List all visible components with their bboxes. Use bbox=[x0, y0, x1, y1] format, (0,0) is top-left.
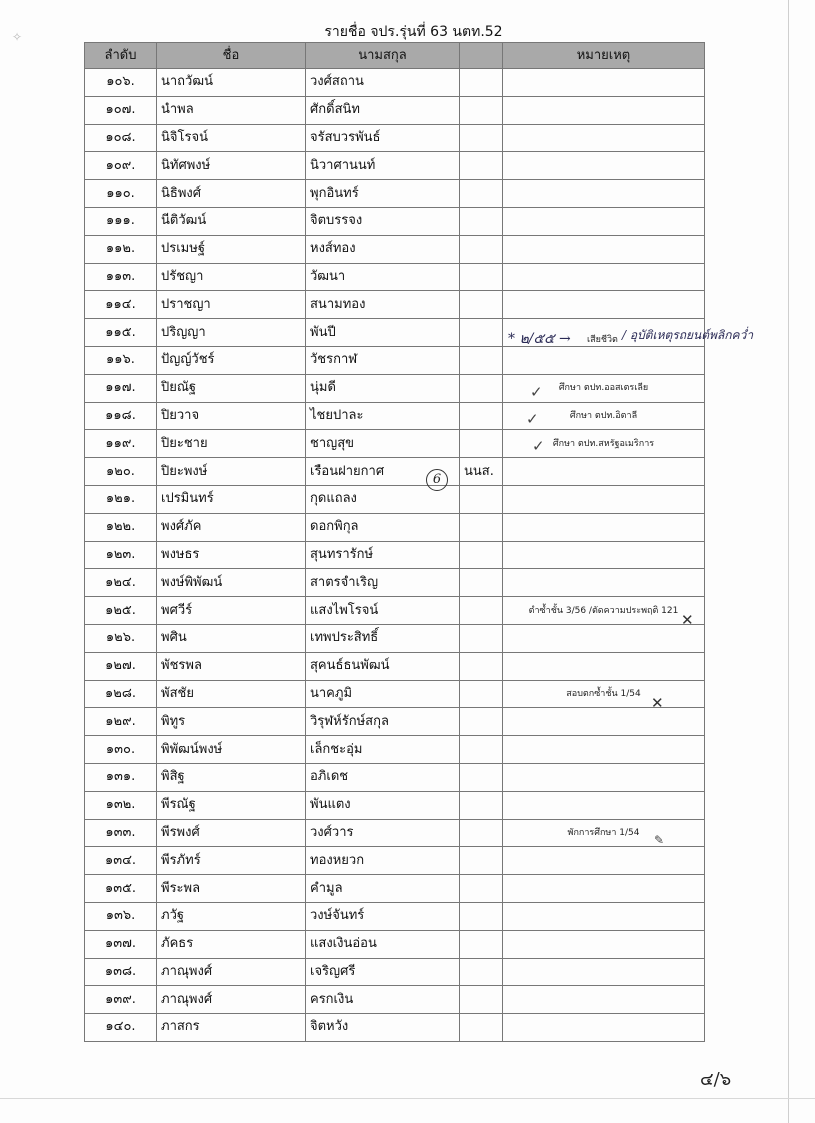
table-row bbox=[85, 847, 705, 875]
row-number: ๑๒๖. bbox=[85, 624, 157, 652]
last-name-cell: พันแตง bbox=[306, 791, 460, 819]
first-name-cell: พงษธร bbox=[157, 541, 306, 569]
mark-cell bbox=[460, 986, 503, 1014]
table-row bbox=[85, 207, 705, 235]
table-row bbox=[85, 235, 705, 263]
row-number: ๑๑๖. bbox=[85, 346, 157, 374]
last-name-cell: นาคภูมิ bbox=[306, 680, 460, 708]
last-name-cell: กุดแถลง bbox=[306, 485, 460, 513]
last-name-cell: พันปี bbox=[306, 319, 460, 347]
first-name-cell: ภาณุพงศ์ bbox=[157, 958, 306, 986]
row-number: ๑๒๗. bbox=[85, 652, 157, 680]
mark-cell bbox=[460, 930, 503, 958]
last-name-cell: สุคนธ์ธนพัฒน์ bbox=[306, 652, 460, 680]
header-remarks: หมายเหตุ bbox=[503, 43, 705, 69]
first-name-cell: ปรเมษฐ์ bbox=[157, 235, 306, 263]
mark-cell bbox=[460, 1014, 503, 1042]
remarks-cell: ตำซ้ำชั้น 3/56 /ตัดความประพฤติ 121 bbox=[503, 597, 705, 625]
table-row bbox=[85, 708, 705, 736]
first-name-cell: พิทูร bbox=[157, 708, 306, 736]
first-name-cell: พงศ์ภัค bbox=[157, 513, 306, 541]
mark-cell bbox=[460, 402, 503, 430]
first-name-cell: พิสิฐ bbox=[157, 763, 306, 791]
row-number: ๑๑๘. bbox=[85, 402, 157, 430]
remarks-cell bbox=[503, 763, 705, 791]
first-name-cell: นิจิโรจน์ bbox=[157, 124, 306, 152]
last-name-cell: ไชยปาละ bbox=[306, 402, 460, 430]
mark-cell bbox=[460, 652, 503, 680]
table-row bbox=[85, 763, 705, 791]
header-blank bbox=[460, 43, 503, 69]
last-name-cell: สนามทอง bbox=[306, 291, 460, 319]
remarks-cell bbox=[503, 541, 705, 569]
remarks-cell bbox=[503, 180, 705, 208]
row-number: ๑๑๔. bbox=[85, 291, 157, 319]
mark-cell bbox=[460, 235, 503, 263]
last-name-cell: นิวาศานนท์ bbox=[306, 152, 460, 180]
mark-cell bbox=[460, 430, 503, 458]
last-name-cell: จิตหวัง bbox=[306, 1014, 460, 1042]
row-number: ๑๓๒. bbox=[85, 791, 157, 819]
first-name-cell: ปิยวาจ bbox=[157, 402, 306, 430]
remarks-cell: สอบตกซ้ำชั้น 1/54 bbox=[503, 680, 705, 708]
first-name-cell: ปิยะพงษ์ bbox=[157, 458, 306, 486]
table-row bbox=[85, 291, 705, 319]
remarks-cell bbox=[503, 207, 705, 235]
row-number: ๑๔๐. bbox=[85, 1014, 157, 1042]
remarks-cell bbox=[503, 791, 705, 819]
row-number: ๑๓๐. bbox=[85, 736, 157, 764]
table-row bbox=[85, 624, 705, 652]
last-name-cell: เล็กชะอุ่ม bbox=[306, 736, 460, 764]
mark-cell bbox=[460, 96, 503, 124]
table-row bbox=[85, 569, 705, 597]
table-row bbox=[85, 930, 705, 958]
table-row bbox=[85, 958, 705, 986]
mark-cell bbox=[460, 485, 503, 513]
remarks-cell bbox=[503, 485, 705, 513]
check-mark-icon: ✓ bbox=[530, 383, 543, 401]
pencil-mark-icon: ✎ bbox=[654, 833, 665, 847]
last-name-cell: แสงเงินอ่อน bbox=[306, 930, 460, 958]
row-number: ๑๑๑. bbox=[85, 207, 157, 235]
remarks-cell bbox=[503, 958, 705, 986]
row-number: ๑๐๘. bbox=[85, 124, 157, 152]
table-row bbox=[85, 402, 705, 430]
remarks-cell: ศึกษา ตปท.สหรัฐอเมริการ bbox=[503, 430, 705, 458]
row-number: ๑๓๓. bbox=[85, 819, 157, 847]
mark-cell bbox=[460, 736, 503, 764]
remarks-cell bbox=[503, 152, 705, 180]
remarks-cell bbox=[503, 847, 705, 875]
first-name-cell: ภาณุพงศ์ bbox=[157, 986, 306, 1014]
row-number: ๑๓๘. bbox=[85, 958, 157, 986]
last-name-cell: เรือนฝายกาศ bbox=[306, 458, 460, 486]
mark-cell bbox=[460, 541, 503, 569]
mark-cell bbox=[460, 763, 503, 791]
first-name-cell: ปิยะชาย bbox=[157, 430, 306, 458]
table-row bbox=[85, 791, 705, 819]
remarks-cell bbox=[503, 124, 705, 152]
table-row bbox=[85, 680, 705, 708]
header-row bbox=[85, 43, 705, 69]
first-name-cell: ภาสกร bbox=[157, 1014, 306, 1042]
mark-cell bbox=[460, 958, 503, 986]
x-mark-icon: ✕ bbox=[651, 694, 664, 712]
mark-cell bbox=[460, 263, 503, 291]
row-number: ๑๒๔. bbox=[85, 569, 157, 597]
table-row bbox=[85, 986, 705, 1014]
table-row bbox=[85, 485, 705, 513]
last-name-cell: แสงไพโรจน์ bbox=[306, 597, 460, 625]
last-name-cell: วิรุฬห์รักษ์สกุล bbox=[306, 708, 460, 736]
first-name-cell: ปัญญ์วัชร์ bbox=[157, 346, 306, 374]
remarks-cell bbox=[503, 1014, 705, 1042]
mark-cell bbox=[460, 847, 503, 875]
last-name-cell: พุกอินทร์ bbox=[306, 180, 460, 208]
first-name-cell: พัชรพล bbox=[157, 652, 306, 680]
row-number: ๑๒๐. bbox=[85, 458, 157, 486]
row-number: ๑๑๒. bbox=[85, 235, 157, 263]
last-name-cell: วัชรกาฬ bbox=[306, 346, 460, 374]
first-name-cell: พีรภัทร์ bbox=[157, 847, 306, 875]
mark-cell: นนส. bbox=[460, 458, 503, 486]
table-row bbox=[85, 124, 705, 152]
first-name-cell: ภัคธร bbox=[157, 930, 306, 958]
last-name-cell: วงศ์วาร bbox=[306, 819, 460, 847]
first-name-cell: พงษ์พิพัฒน์ bbox=[157, 569, 306, 597]
first-name-cell: พีระพล bbox=[157, 875, 306, 903]
remarks-cell bbox=[503, 569, 705, 597]
mark-cell bbox=[460, 346, 503, 374]
handwritten-cause-note: / อุบัติเหตุรถยนต์พลิกคว่ำ bbox=[622, 328, 754, 342]
first-name-cell: นีติวัฒน์ bbox=[157, 207, 306, 235]
first-name-cell: ปิยณัฐ bbox=[157, 374, 306, 402]
last-name-cell: สาตรจำเริญ bbox=[306, 569, 460, 597]
row-number: ๑๑๙. bbox=[85, 430, 157, 458]
header-first-name: ชื่อ bbox=[157, 43, 306, 69]
last-name-cell: ดอกพิกุล bbox=[306, 513, 460, 541]
row-number: ๑๑๗. bbox=[85, 374, 157, 402]
row-number: ๑๓๙. bbox=[85, 986, 157, 1014]
row-number: ๑๒๕. bbox=[85, 597, 157, 625]
table-row bbox=[85, 346, 705, 374]
remarks-cell bbox=[503, 513, 705, 541]
mark-cell bbox=[460, 69, 503, 97]
last-name-cell: ชาญสุข bbox=[306, 430, 460, 458]
last-name-cell: หงส์ทอง bbox=[306, 235, 460, 263]
page-edge bbox=[788, 0, 789, 1123]
first-name-cell: ภวัฐ bbox=[157, 902, 306, 930]
table-row bbox=[85, 875, 705, 903]
last-name-cell: วัฒนา bbox=[306, 263, 460, 291]
mark-cell bbox=[460, 875, 503, 903]
row-number: ๑๐๙. bbox=[85, 152, 157, 180]
table-row bbox=[85, 69, 705, 97]
first-name-cell: ปรัชญา bbox=[157, 263, 306, 291]
first-name-cell: พิพัฒน์พงษ์ bbox=[157, 736, 306, 764]
remarks-cell bbox=[503, 930, 705, 958]
table-row bbox=[85, 652, 705, 680]
mark-cell bbox=[460, 597, 503, 625]
mark-cell bbox=[460, 180, 503, 208]
table-row bbox=[85, 96, 705, 124]
mark-cell bbox=[460, 791, 503, 819]
row-number: ๑๓๔. bbox=[85, 847, 157, 875]
remarks-cell bbox=[503, 652, 705, 680]
header-last-name: นามสกุล bbox=[306, 43, 460, 69]
table-row bbox=[85, 513, 705, 541]
mark-cell bbox=[460, 680, 503, 708]
remarks-cell bbox=[503, 291, 705, 319]
last-name-cell: จิตบรรจง bbox=[306, 207, 460, 235]
document-title: รายชื่อ จปร.รุ่นที่ 63 นตท.52 bbox=[324, 24, 503, 40]
last-name-cell: ครกเงิน bbox=[306, 986, 460, 1014]
first-name-cell: นิทัศพงษ์ bbox=[157, 152, 306, 180]
row-number: ๑๓๕. bbox=[85, 875, 157, 903]
remarks-cell bbox=[503, 624, 705, 652]
first-name-cell: พัสชัย bbox=[157, 680, 306, 708]
last-name-cell: สุนทรารักษ์ bbox=[306, 541, 460, 569]
first-name-cell: เปรมินทร์ bbox=[157, 485, 306, 513]
row-number: ๑๓๑. bbox=[85, 763, 157, 791]
roster-table bbox=[84, 42, 705, 1042]
first-name-cell: นาถวัฒน์ bbox=[157, 69, 306, 97]
table-row bbox=[85, 902, 705, 930]
last-name-cell: อภิเดช bbox=[306, 763, 460, 791]
row-number: ๑๒๘. bbox=[85, 680, 157, 708]
row-number: ๑๒๒. bbox=[85, 513, 157, 541]
first-name-cell: ปริญญา bbox=[157, 319, 306, 347]
last-name-cell: เจริญศรี bbox=[306, 958, 460, 986]
x-mark-icon: ✕ bbox=[681, 611, 694, 629]
remarks-cell: ศึกษา ตปท.อิตาลี bbox=[503, 402, 705, 430]
first-name-cell: นำพล bbox=[157, 96, 306, 124]
mark-cell bbox=[460, 819, 503, 847]
scan-speck: ✧ bbox=[12, 30, 23, 44]
last-name-cell: จรัสบวรพันธ์ bbox=[306, 124, 460, 152]
last-name-cell: ทองหยวก bbox=[306, 847, 460, 875]
remarks-cell bbox=[503, 458, 705, 486]
mark-cell bbox=[460, 624, 503, 652]
table-row bbox=[85, 1014, 705, 1042]
table-row bbox=[85, 819, 705, 847]
row-number: ๑๒๑. bbox=[85, 485, 157, 513]
remarks-cell bbox=[503, 346, 705, 374]
remarks-cell: ศึกษา ตปท.ออสเตรเลีย bbox=[503, 374, 705, 402]
first-name-cell: นิธิพงศ์ bbox=[157, 180, 306, 208]
first-name-cell: พศวีร์ bbox=[157, 597, 306, 625]
row-number: ๑๑๕. bbox=[85, 319, 157, 347]
row-number: ๑๐๖. bbox=[85, 69, 157, 97]
remarks-cell bbox=[503, 263, 705, 291]
table-row bbox=[85, 430, 705, 458]
last-name-cell: เทพประสิทธิ์ bbox=[306, 624, 460, 652]
mark-cell bbox=[460, 902, 503, 930]
row-number: ๑๒๙. bbox=[85, 708, 157, 736]
mark-cell bbox=[460, 152, 503, 180]
table-row bbox=[85, 152, 705, 180]
table-row bbox=[85, 374, 705, 402]
circled-number: 6 bbox=[426, 469, 448, 491]
table-row bbox=[85, 458, 705, 486]
check-mark-icon: ✓ bbox=[526, 410, 539, 428]
handwritten-date: * ๒/๕๕ → bbox=[508, 331, 571, 347]
last-name-cell: วงศ์สถาน bbox=[306, 69, 460, 97]
header-number: ลำดับ bbox=[85, 43, 157, 69]
row-number: ๑๑๓. bbox=[85, 263, 157, 291]
remarks-cell bbox=[503, 235, 705, 263]
first-name-cell: พีรพงศ์ bbox=[157, 819, 306, 847]
roster-body bbox=[85, 69, 705, 1042]
mark-cell bbox=[460, 207, 503, 235]
row-number: ๑๒๓. bbox=[85, 541, 157, 569]
first-name-cell: พีรณัฐ bbox=[157, 791, 306, 819]
remarks-cell: พักการศึกษา 1/54 bbox=[503, 819, 705, 847]
mark-cell bbox=[460, 708, 503, 736]
last-name-cell: วงษ์จันทร์ bbox=[306, 902, 460, 930]
last-name-cell: คำมูล bbox=[306, 875, 460, 903]
mark-cell bbox=[460, 124, 503, 152]
table-row bbox=[85, 263, 705, 291]
first-name-cell: พศิน bbox=[157, 624, 306, 652]
page-number: ๔/๖ bbox=[700, 1069, 732, 1090]
row-number: ๑๑๐. bbox=[85, 180, 157, 208]
row-number: ๑๐๗. bbox=[85, 96, 157, 124]
mark-cell bbox=[460, 319, 503, 347]
table-row bbox=[85, 180, 705, 208]
remarks-cell bbox=[503, 902, 705, 930]
remarks-cell bbox=[503, 736, 705, 764]
remarks-cell bbox=[503, 708, 705, 736]
row-number: ๑๓๗. bbox=[85, 930, 157, 958]
table-row bbox=[85, 736, 705, 764]
last-name-cell: ศักดิ์สนิท bbox=[306, 96, 460, 124]
deceased-note: เสียชีวิต bbox=[587, 335, 618, 345]
remarks-cell bbox=[503, 69, 705, 97]
mark-cell bbox=[460, 569, 503, 597]
table-row bbox=[85, 541, 705, 569]
mark-cell bbox=[460, 374, 503, 402]
first-name-cell: ปราชญา bbox=[157, 291, 306, 319]
remarks-cell bbox=[503, 875, 705, 903]
remarks-cell bbox=[503, 986, 705, 1014]
row-number: ๑๓๖. bbox=[85, 902, 157, 930]
check-mark-icon: ✓ bbox=[532, 437, 545, 455]
mark-cell bbox=[460, 291, 503, 319]
mark-cell bbox=[460, 513, 503, 541]
table-row bbox=[85, 597, 705, 625]
page-edge-bottom bbox=[0, 1098, 815, 1099]
last-name-cell: นุ่มดี bbox=[306, 374, 460, 402]
remarks-cell bbox=[503, 96, 705, 124]
